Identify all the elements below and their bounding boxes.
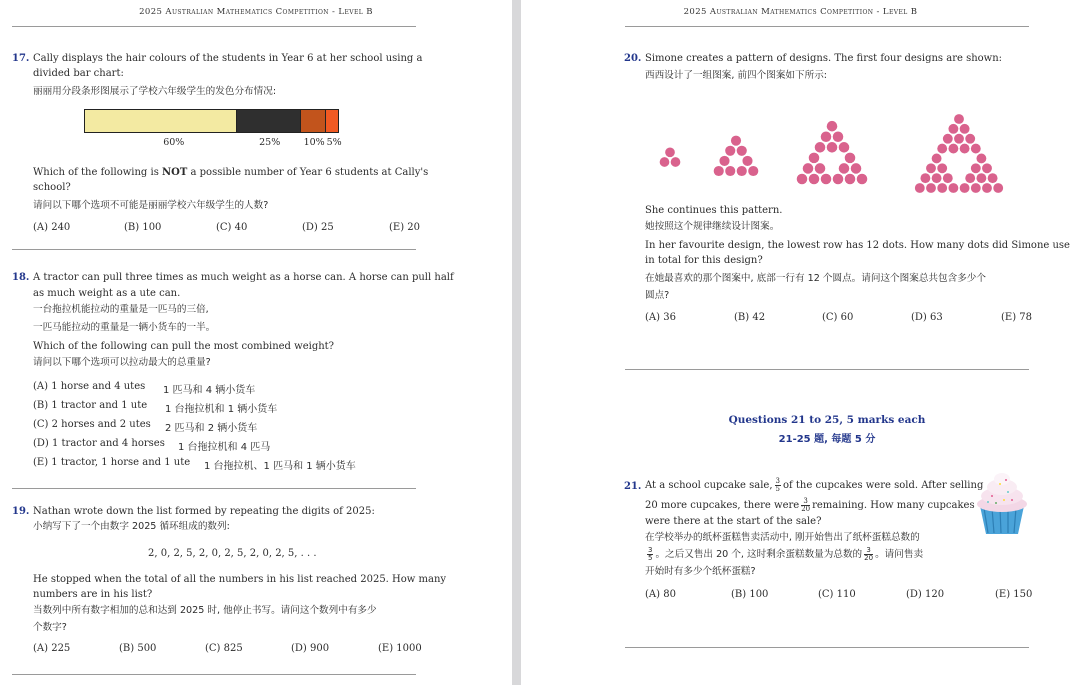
q17-option-d[interactable]: (D) 25 xyxy=(302,222,334,233)
page-header: 2025 Australian Mathematics Competition - Level B xyxy=(683,7,918,17)
bar-segment-4 xyxy=(325,109,339,133)
bar-segment-1 xyxy=(84,109,237,133)
dot xyxy=(821,174,832,185)
dot xyxy=(976,173,986,183)
question-number-18: 18. xyxy=(12,272,30,283)
q18-question-en: Which of the following can pull the most combined weight? xyxy=(33,341,335,352)
q19-option-a[interactable]: (A) 225 xyxy=(33,643,71,654)
q19-option-d[interactable]: (D) 900 xyxy=(291,643,330,654)
header-rule xyxy=(12,26,416,27)
question-number-19: 19. xyxy=(12,506,30,517)
bar-segment-label-2: 25% xyxy=(259,137,281,148)
q18-option-a-zh: 1 匹马和 4 辆小货车 xyxy=(163,385,256,396)
q18-option-c[interactable]: (C) 2 horses and 2 utes xyxy=(33,419,151,430)
dot xyxy=(737,166,747,176)
q20-text-en-1: Simone creates a pattern of designs. The first four designs are shown: xyxy=(645,53,1003,64)
dot xyxy=(797,174,808,185)
q18-text-zh-2: 一匹马能拉动的重量是一辆小货车的一半。 xyxy=(33,322,216,333)
q17-question-en-1: Which of the following is NOT a possible number of Year 6 students at Cally's xyxy=(33,167,429,178)
dot xyxy=(748,166,758,176)
q18-option-d-zh: 1 台拖拉机和 4 匹马 xyxy=(178,442,271,453)
dot xyxy=(920,173,930,183)
q18-option-d[interactable]: (D) 1 tractor and 4 horses xyxy=(33,438,165,449)
q18-text-zh-1: 一台拖拉机能拉动的重量是一匹马的三倍, xyxy=(33,304,209,315)
cupcake-image xyxy=(974,470,1030,536)
section-heading-zh: 21-25 题, 每题 5 分 xyxy=(778,434,876,445)
q21-text-en-1: At a school cupcake sale, $\frac{3}{5}$ of the cupcakes were sold. After selling xyxy=(645,477,984,493)
q18-option-e[interactable]: (E) 1 tractor, 1 horse and 1 ute xyxy=(33,457,191,468)
q19-option-e[interactable]: (E) 1000 xyxy=(378,643,422,654)
dot xyxy=(731,136,741,146)
bar-segment-label-1: 60% xyxy=(163,137,185,148)
fraction-3-5: $\frac{3}{5}$ xyxy=(775,477,780,493)
dot xyxy=(971,183,981,193)
dot xyxy=(665,147,675,157)
q17-option-e[interactable]: (E) 20 xyxy=(389,222,421,233)
dot xyxy=(827,121,838,132)
dot xyxy=(742,156,752,166)
q21-option-e[interactable]: (E) 150 xyxy=(995,589,1033,600)
dot xyxy=(737,146,747,156)
dot xyxy=(857,174,868,185)
dot xyxy=(671,157,681,167)
q20-option-b[interactable]: (B) 42 xyxy=(734,312,766,323)
divider xyxy=(12,488,416,489)
dot xyxy=(965,134,975,144)
q17-question-en-2: school? xyxy=(33,182,71,193)
q17-text-zh: 丽丽用分段条形图展示了学校六年级学生的发色分布情况: xyxy=(33,86,277,97)
dot xyxy=(809,174,820,185)
dot xyxy=(932,154,942,164)
q20-option-a[interactable]: (A) 36 xyxy=(645,312,676,323)
q17-option-b[interactable]: (B) 100 xyxy=(124,222,162,233)
q20-option-c[interactable]: (C) 60 xyxy=(822,312,854,323)
q21-option-c[interactable]: (C) 110 xyxy=(818,589,856,600)
q21-text-en-3: were there at the start of the sale? xyxy=(645,516,822,527)
q20-text-en-4: in total for this design? xyxy=(645,255,763,266)
q17-option-c[interactable]: (C) 40 xyxy=(216,222,248,233)
dot xyxy=(845,174,856,185)
dot xyxy=(725,146,735,156)
q18-text-en-2: as much weight as a ute can. xyxy=(33,288,181,299)
q21-option-a[interactable]: (A) 80 xyxy=(645,589,676,600)
bar-segment-3 xyxy=(300,109,326,133)
dot xyxy=(948,144,958,154)
dot xyxy=(960,144,970,154)
q17-text-en-2: divided bar chart: xyxy=(33,68,124,79)
dot xyxy=(803,163,814,174)
dot xyxy=(948,183,958,193)
dot xyxy=(976,154,986,164)
dot xyxy=(943,173,953,183)
dot xyxy=(845,153,856,164)
q21-text-zh-2: $\frac{3}{5}$ 。之后又售出 20 个, 这时剩余蛋糕数量为总数的 $\frac{3}{20}$ 。请问售卖 xyxy=(648,545,924,562)
dot xyxy=(948,124,958,134)
dot xyxy=(971,163,981,173)
dot xyxy=(833,131,844,142)
q18-option-e-zh: 1 台拖拉机、1 匹马和 1 辆小货车 xyxy=(204,461,356,472)
dot xyxy=(714,166,724,176)
fraction-3-5: $\frac{3}{5}$ xyxy=(648,545,653,562)
q18-text-en-1: A tractor can pull three times as much weight as a horse can. A horse can pull half xyxy=(33,272,454,283)
fraction-3-20: $\frac{3}{20}$ xyxy=(801,497,811,513)
dot xyxy=(932,173,942,183)
q18-option-c-zh: 2 匹马和 2 辆小货车 xyxy=(165,423,258,434)
question-number-17: 17. xyxy=(12,53,30,64)
q20-text-en-2: She continues this pattern. xyxy=(645,205,783,216)
dot xyxy=(965,173,975,183)
section-heading-en: Questions 21 to 25, 5 marks each xyxy=(728,414,926,426)
q21-text-en-2: 20 more cupcakes, there were $\frac{3}{20}$ remaining. How many cupcakes xyxy=(645,497,975,513)
q20-text-zh-1: 西西设计了一组图案, 前四个图案如下所示: xyxy=(645,70,828,81)
q18-option-b[interactable]: (B) 1 tractor and 1 ute xyxy=(33,400,148,411)
divider xyxy=(12,674,416,675)
q19-option-b[interactable]: (B) 500 xyxy=(119,643,157,654)
dot xyxy=(725,166,735,176)
q19-text-zh-1: 小纳写下了一个由数字 2025 循环组成的数列: xyxy=(33,521,230,532)
dot xyxy=(954,134,964,144)
dot xyxy=(937,163,947,173)
dot xyxy=(982,183,992,193)
bar-segment-label-3: 10% xyxy=(303,137,325,148)
dot xyxy=(960,124,970,134)
q18-option-a[interactable]: (A) 1 horse and 4 utes xyxy=(33,381,146,392)
dot xyxy=(993,183,1003,193)
q21-option-d[interactable]: (D) 120 xyxy=(906,589,945,600)
q19-text-en-3: numbers are in his list? xyxy=(33,589,153,600)
question-number-21: 21. xyxy=(624,481,642,492)
dot xyxy=(719,156,729,166)
dot xyxy=(937,144,947,154)
q19-text-zh-3: 个数字? xyxy=(33,622,67,633)
q20-text-zh-4: 圆点? xyxy=(645,290,670,301)
dot xyxy=(660,157,670,167)
dot xyxy=(833,174,844,185)
dot xyxy=(851,163,862,174)
dot xyxy=(839,142,850,153)
dot xyxy=(821,131,832,142)
divider xyxy=(625,647,1029,648)
q17-question-zh: 请问以下哪个选项不可能是丽丽学校六年级学生的人数? xyxy=(33,200,269,211)
q20-text-zh-2: 她按照这个规律继续设计图案。 xyxy=(645,221,780,232)
dot xyxy=(839,163,850,174)
q19-sequence: 2, 0, 2, 5, 2, 0, 2, 5, 2, 0, 2, 5, . . . xyxy=(148,548,317,559)
dot xyxy=(926,163,936,173)
dot xyxy=(815,142,826,153)
dot-design-2 xyxy=(714,136,759,176)
left-page xyxy=(0,0,512,685)
q17-text-en-1: Cally displays the hair colours of the students in Year 6 at her school using a xyxy=(33,53,423,64)
q20-option-d[interactable]: (D) 63 xyxy=(911,312,943,323)
dot-design-1 xyxy=(660,147,681,166)
q19-text-en-2: He stopped when the total of all the numbers in his list reached 2025. How many xyxy=(33,574,447,585)
divider xyxy=(625,369,1029,370)
dot xyxy=(954,114,964,124)
q19-text-en-1: Nathan wrote down the list formed by repeating the digits of 2025: xyxy=(33,506,375,517)
q21-text-zh-1: 在学校举办的纸杯蛋糕售卖活动中, 刚开始售出了纸杯蛋糕总数的 xyxy=(645,532,920,543)
dot xyxy=(982,163,992,173)
dot-design-3 xyxy=(797,121,868,184)
q18-question-zh: 请问以下哪个选项可以拉动最大的总重量? xyxy=(33,357,211,368)
dot xyxy=(827,142,838,153)
dot xyxy=(915,183,925,193)
q17-option-a[interactable]: (A) 240 xyxy=(33,222,71,233)
page-gutter xyxy=(512,0,521,685)
dot xyxy=(943,134,953,144)
divider xyxy=(12,249,416,250)
q20-text-zh-3: 在她最喜欢的那个图案中, 底部一行有 12 个圆点。请问这个图案总共包含多少个 xyxy=(645,273,986,284)
q21-option-b[interactable]: (B) 100 xyxy=(731,589,769,600)
q19-text-zh-2: 当数列中所有数字相加的总和达到 2025 时, 他停止书写。请问这个数列中有多少 xyxy=(33,605,377,616)
q21-text-zh-3: 开始时有多少个纸杯蛋糕? xyxy=(645,566,756,577)
dot-design-4 xyxy=(915,114,1003,193)
dot xyxy=(960,183,970,193)
dot xyxy=(971,144,981,154)
q20-text-en-3: In her favourite design, the lowest row has 12 dots. How many dots did Simone use xyxy=(645,240,1070,251)
q20-option-e[interactable]: (E) 78 xyxy=(1001,312,1033,323)
fraction-3-20: $\frac{3}{20}$ xyxy=(864,545,874,562)
bar-segment-label-4: 5% xyxy=(326,137,342,148)
right-page xyxy=(521,0,1080,685)
dot xyxy=(988,173,998,183)
page-header: 2025 Australian Mathematics Competition - Level B xyxy=(139,7,373,17)
dot xyxy=(926,183,936,193)
dot xyxy=(937,183,947,193)
q19-option-c[interactable]: (C) 825 xyxy=(205,643,243,654)
question-number-20: 20. xyxy=(624,53,642,64)
bar-segment-2 xyxy=(236,109,301,133)
dot xyxy=(809,153,820,164)
q18-option-b-zh: 1 台拖拉机和 1 辆小货车 xyxy=(165,404,278,415)
dot-pattern-designs xyxy=(521,0,1080,200)
dot xyxy=(815,163,826,174)
